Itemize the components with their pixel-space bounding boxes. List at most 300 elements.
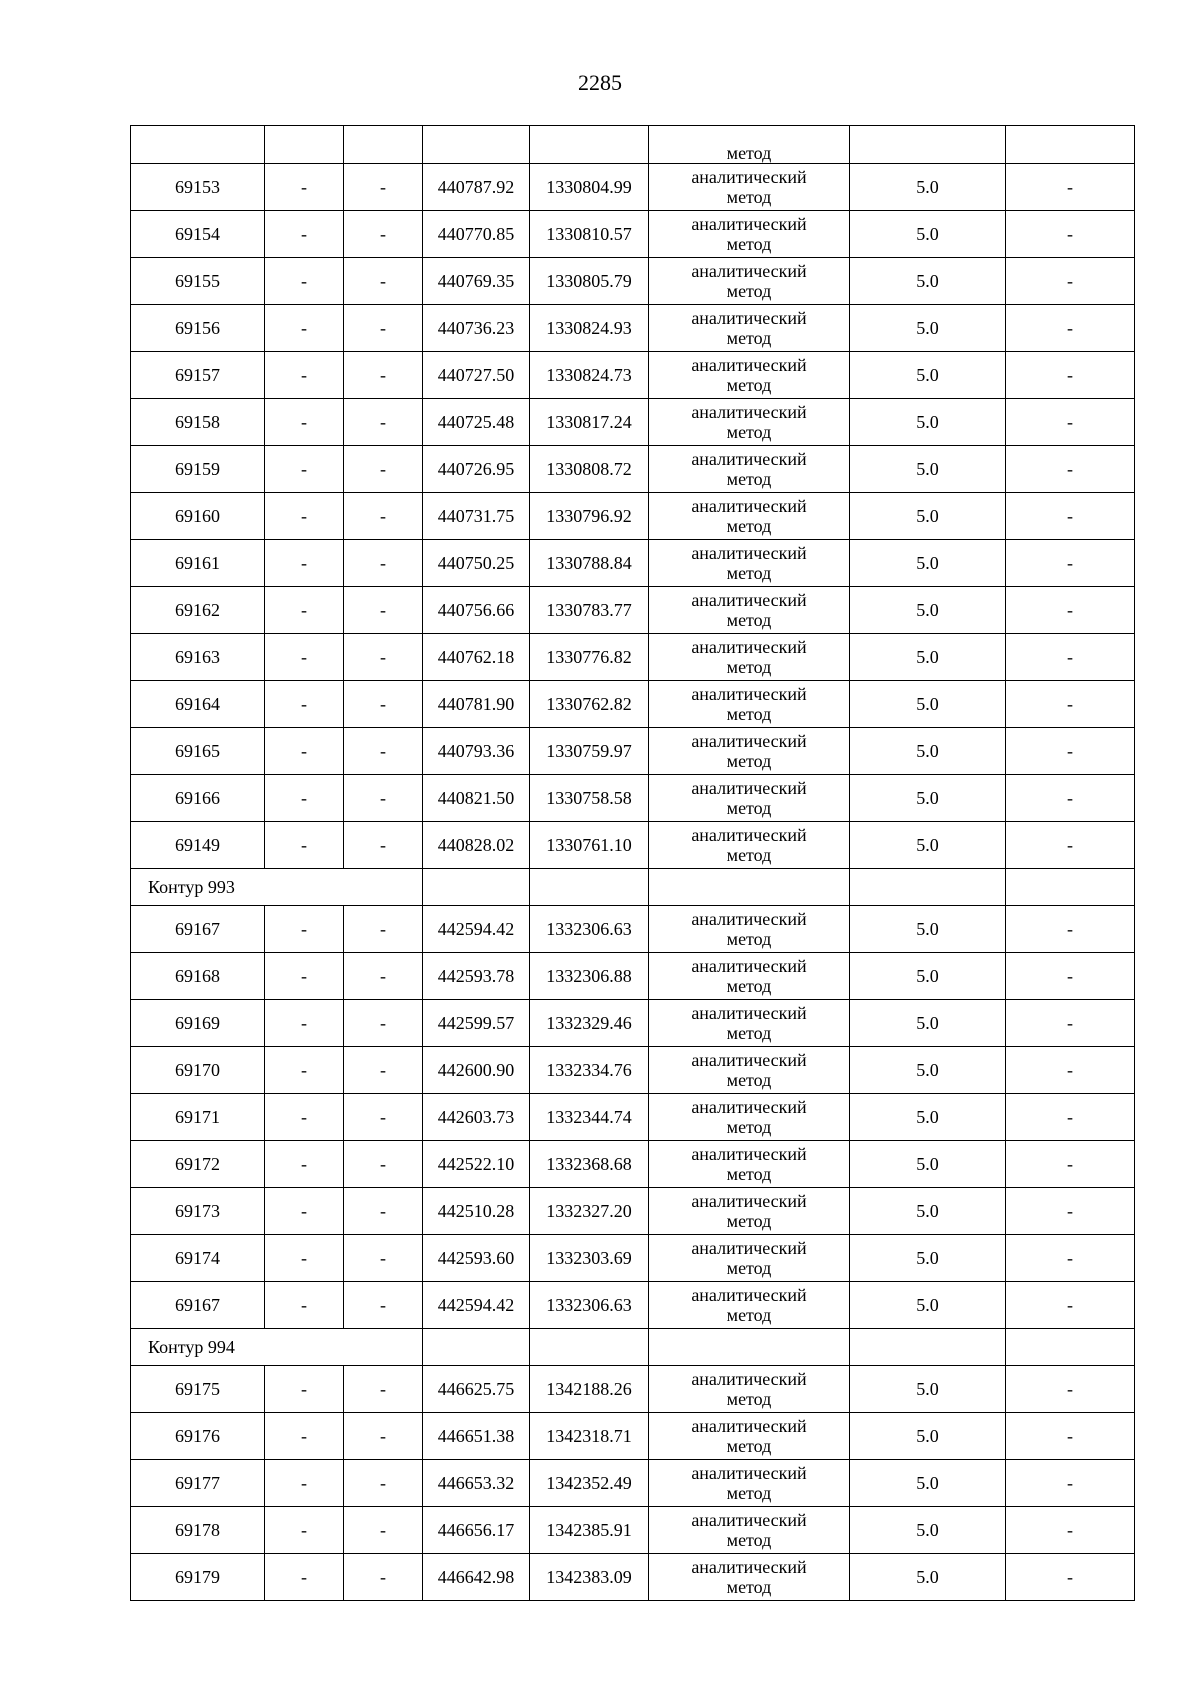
dash-cell: - (344, 399, 423, 446)
accuracy-cell: 5.0 (850, 540, 1006, 587)
method-line-1: аналитический (691, 355, 807, 375)
x-coordinate-cell: 440787.92 (423, 164, 530, 211)
method-line-1: аналитический (691, 1416, 807, 1436)
empty-cell (649, 1329, 850, 1366)
y-coordinate-cell: 1330783.77 (530, 587, 649, 634)
method-cell: метод (649, 126, 850, 164)
method-line-2: метод (726, 798, 772, 818)
dash-cell: - (1006, 164, 1135, 211)
table-row (131, 540, 1135, 587)
method-line-2: метод (726, 929, 772, 949)
method-line-2: метод (726, 1070, 772, 1090)
dash-cell: - (1006, 1047, 1135, 1094)
dash-cell: - (1006, 1413, 1135, 1460)
empty-cell (1006, 869, 1135, 906)
method-line-2: метод (726, 1211, 772, 1231)
method-cell (649, 1188, 850, 1235)
dash-cell: - (1006, 258, 1135, 305)
y-coordinate-cell: 1342188.26 (530, 1366, 649, 1413)
empty-cell (530, 126, 649, 164)
x-coordinate-cell: 440781.90 (423, 681, 530, 728)
dash-cell: - (344, 1000, 423, 1047)
method-cell (649, 1554, 850, 1601)
dash-cell: - (265, 634, 344, 681)
accuracy-cell: 5.0 (850, 1554, 1006, 1601)
dash-cell: - (265, 1460, 344, 1507)
x-coordinate-cell: 440725.48 (423, 399, 530, 446)
method-line-1: аналитический (691, 1097, 807, 1117)
table-row (131, 399, 1135, 446)
y-coordinate-cell: 1332334.76 (530, 1047, 649, 1094)
method-line-1: аналитический (691, 1003, 807, 1023)
dash-cell: - (344, 305, 423, 352)
dash-cell: - (265, 1094, 344, 1141)
dash-cell: - (1006, 634, 1135, 681)
dash-cell: - (1006, 1094, 1135, 1141)
accuracy-cell: 5.0 (850, 1282, 1006, 1329)
table-row (131, 1235, 1135, 1282)
x-coordinate-cell: 442594.42 (423, 1282, 530, 1329)
method-line-1: аналитический (691, 1191, 807, 1211)
x-coordinate-cell: 442594.42 (423, 906, 530, 953)
method-line-2: метод (726, 187, 772, 207)
dash-cell: - (265, 1282, 344, 1329)
dash-cell: - (1006, 728, 1135, 775)
table-row (131, 1282, 1135, 1329)
point-id-cell: 69165 (131, 728, 265, 775)
method-line-2: метод (726, 751, 772, 771)
dash-cell: - (265, 211, 344, 258)
dash-cell: - (344, 681, 423, 728)
dash-cell: - (265, 775, 344, 822)
point-id-cell: 69171 (131, 1094, 265, 1141)
x-coordinate-cell: 440736.23 (423, 305, 530, 352)
method-line-1: аналитический (691, 496, 807, 516)
x-coordinate-cell: 442510.28 (423, 1188, 530, 1235)
dash-cell: - (1006, 953, 1135, 1000)
x-coordinate-cell: 440756.66 (423, 587, 530, 634)
method-line-2: метод (726, 281, 772, 301)
x-coordinate-cell: 446656.17 (423, 1507, 530, 1554)
point-id-cell: 69162 (131, 587, 265, 634)
point-id-cell: 69161 (131, 540, 265, 587)
dash-cell: - (344, 540, 423, 587)
accuracy-cell: 5.0 (850, 587, 1006, 634)
dash-cell: - (265, 540, 344, 587)
dash-cell: - (1006, 587, 1135, 634)
dash-cell: - (265, 1188, 344, 1235)
accuracy-cell: 5.0 (850, 164, 1006, 211)
point-id-cell: 69153 (131, 164, 265, 211)
method-cell (649, 1282, 850, 1329)
dash-cell: - (344, 634, 423, 681)
method-line-1: аналитический (691, 449, 807, 469)
dash-cell: - (1006, 305, 1135, 352)
y-coordinate-cell: 1330810.57 (530, 211, 649, 258)
dash-cell: - (265, 164, 344, 211)
dash-cell: - (265, 493, 344, 540)
y-coordinate-cell: 1330804.99 (530, 164, 649, 211)
x-coordinate-cell: 446653.32 (423, 1460, 530, 1507)
accuracy-cell: 5.0 (850, 258, 1006, 305)
point-id-cell: 69176 (131, 1413, 265, 1460)
point-id-cell: 69157 (131, 352, 265, 399)
method-line-1: аналитический (691, 637, 807, 657)
method-cell (649, 634, 850, 681)
method-cell (649, 540, 850, 587)
method-line-1: аналитический (691, 825, 807, 845)
method-line-1: аналитический (691, 402, 807, 422)
table-row (131, 258, 1135, 305)
method-line-2: метод (726, 976, 772, 996)
x-coordinate-cell: 442593.60 (423, 1235, 530, 1282)
method-line-1: аналитический (691, 167, 807, 187)
dash-cell: - (344, 587, 423, 634)
table-row (131, 1000, 1135, 1047)
x-coordinate-cell: 442603.73 (423, 1094, 530, 1141)
dash-cell: - (1006, 399, 1135, 446)
y-coordinate-cell: 1330759.97 (530, 728, 649, 775)
dash-cell: - (265, 352, 344, 399)
dash-cell: - (344, 1282, 423, 1329)
dash-cell: - (265, 1554, 344, 1601)
method-cell (649, 493, 850, 540)
method-line-1: аналитический (691, 590, 807, 610)
dash-cell: - (1006, 1282, 1135, 1329)
method-line-1: аналитический (691, 1369, 807, 1389)
method-line-1: аналитический (691, 1557, 807, 1577)
method-line-2: метод (726, 422, 772, 442)
table-row (131, 1554, 1135, 1601)
y-coordinate-cell: 1330776.82 (530, 634, 649, 681)
point-id-cell: 69172 (131, 1141, 265, 1188)
x-coordinate-cell: 442600.90 (423, 1047, 530, 1094)
dash-cell: - (344, 1235, 423, 1282)
method-line-2: метод (726, 375, 772, 395)
point-id-cell: 69175 (131, 1366, 265, 1413)
method-line-1: аналитический (691, 261, 807, 281)
dash-cell: - (1006, 1366, 1135, 1413)
empty-cell (850, 869, 1006, 906)
accuracy-cell: 5.0 (850, 681, 1006, 728)
empty-cell (850, 126, 1006, 164)
method-line-2: метод (726, 845, 772, 865)
accuracy-cell: 5.0 (850, 1141, 1006, 1188)
empty-cell (131, 126, 265, 164)
method-cell (649, 953, 850, 1000)
method-cell (649, 258, 850, 305)
dash-cell: - (1006, 493, 1135, 540)
dash-cell: - (265, 822, 344, 869)
dash-cell: - (265, 953, 344, 1000)
point-id-cell: 69159 (131, 446, 265, 493)
method-cell (649, 1141, 850, 1188)
table-row (131, 822, 1135, 869)
accuracy-cell: 5.0 (850, 1000, 1006, 1047)
method-line-1: аналитический (691, 1050, 807, 1070)
method-cell (649, 681, 850, 728)
empty-cell (265, 126, 344, 164)
empty-cell (1006, 126, 1135, 164)
x-coordinate-cell: 440726.95 (423, 446, 530, 493)
accuracy-cell: 5.0 (850, 822, 1006, 869)
accuracy-cell: 5.0 (850, 211, 1006, 258)
table-row (131, 164, 1135, 211)
method-cell (649, 1094, 850, 1141)
y-coordinate-cell: 1332306.63 (530, 1282, 649, 1329)
point-id-cell: 69154 (131, 211, 265, 258)
y-coordinate-cell: 1330762.82 (530, 681, 649, 728)
dash-cell: - (265, 1413, 344, 1460)
y-coordinate-cell: 1332329.46 (530, 1000, 649, 1047)
accuracy-cell: 5.0 (850, 1413, 1006, 1460)
table-row (131, 1188, 1135, 1235)
table-row (131, 352, 1135, 399)
method-cell (649, 775, 850, 822)
empty-cell (423, 1329, 530, 1366)
table-row (131, 305, 1135, 352)
x-coordinate-cell: 440770.85 (423, 211, 530, 258)
accuracy-cell: 5.0 (850, 1047, 1006, 1094)
dash-cell: - (265, 728, 344, 775)
y-coordinate-cell: 1330761.10 (530, 822, 649, 869)
point-id-cell: 69149 (131, 822, 265, 869)
dash-cell: - (265, 1047, 344, 1094)
dash-cell: - (344, 728, 423, 775)
empty-cell (850, 1329, 1006, 1366)
dash-cell: - (1006, 1554, 1135, 1601)
contour-label: Контур 993 (131, 869, 423, 906)
y-coordinate-cell: 1342385.91 (530, 1507, 649, 1554)
method-line-1: аналитический (691, 1463, 807, 1483)
method-line-1: аналитический (691, 731, 807, 751)
y-coordinate-cell: 1330817.24 (530, 399, 649, 446)
method-line-2: метод (726, 657, 772, 677)
accuracy-cell: 5.0 (850, 1460, 1006, 1507)
method-line-2: метод (726, 469, 772, 489)
accuracy-cell: 5.0 (850, 446, 1006, 493)
table-row (131, 906, 1135, 953)
dash-cell: - (265, 1141, 344, 1188)
dash-cell: - (344, 493, 423, 540)
x-coordinate-cell: 446625.75 (423, 1366, 530, 1413)
method-cell (649, 305, 850, 352)
x-coordinate-cell: 440750.25 (423, 540, 530, 587)
method-line-1: аналитический (691, 1144, 807, 1164)
dash-cell: - (344, 1366, 423, 1413)
accuracy-cell: 5.0 (850, 1094, 1006, 1141)
method-line-2: метод (726, 563, 772, 583)
contour-row (131, 869, 1135, 906)
accuracy-cell: 5.0 (850, 1235, 1006, 1282)
dash-cell: - (265, 305, 344, 352)
method-cell (649, 1460, 850, 1507)
accuracy-cell: 5.0 (850, 1188, 1006, 1235)
method-cell (649, 1235, 850, 1282)
table-row (131, 446, 1135, 493)
accuracy-cell: 5.0 (850, 906, 1006, 953)
dash-cell: - (344, 953, 423, 1000)
dash-cell: - (344, 164, 423, 211)
method-line-2: метод (726, 610, 772, 630)
method-cell (649, 1413, 850, 1460)
dash-cell: - (344, 906, 423, 953)
dash-cell: - (265, 1366, 344, 1413)
method-cell (649, 587, 850, 634)
point-id-cell: 69166 (131, 775, 265, 822)
method-cell (649, 728, 850, 775)
y-coordinate-cell: 1330824.73 (530, 352, 649, 399)
x-coordinate-cell: 442599.57 (423, 1000, 530, 1047)
x-coordinate-cell: 442593.78 (423, 953, 530, 1000)
point-id-cell: 69156 (131, 305, 265, 352)
point-id-cell: 69173 (131, 1188, 265, 1235)
y-coordinate-cell: 1342318.71 (530, 1413, 649, 1460)
method-cell (649, 1507, 850, 1554)
dash-cell: - (265, 258, 344, 305)
y-coordinate-cell: 1330758.58 (530, 775, 649, 822)
method-line-1: аналитический (691, 1238, 807, 1258)
y-coordinate-cell: 1332368.68 (530, 1141, 649, 1188)
x-coordinate-cell: 440821.50 (423, 775, 530, 822)
dash-cell: - (344, 775, 423, 822)
method-line-2: метод (726, 1258, 772, 1278)
point-id-cell: 69178 (131, 1507, 265, 1554)
point-id-cell: 69158 (131, 399, 265, 446)
x-coordinate-cell: 440769.35 (423, 258, 530, 305)
table-row (131, 728, 1135, 775)
dash-cell: - (344, 1141, 423, 1188)
table-row (131, 953, 1135, 1000)
method-line-2: метод (726, 516, 772, 536)
dash-cell: - (344, 1460, 423, 1507)
method-cell (649, 446, 850, 493)
y-coordinate-cell: 1332306.63 (530, 906, 649, 953)
table-row (131, 1141, 1135, 1188)
dash-cell: - (1006, 1460, 1135, 1507)
method-line-2: метод (726, 704, 772, 724)
method-cell (649, 1000, 850, 1047)
y-coordinate-cell: 1330805.79 (530, 258, 649, 305)
page-number: 2285 (578, 70, 622, 95)
method-line-1: аналитический (691, 684, 807, 704)
method-line-2: метод (726, 1577, 772, 1597)
dash-cell: - (1006, 211, 1135, 258)
method-line-1: аналитический (691, 956, 807, 976)
dash-cell: - (265, 1000, 344, 1047)
point-id-cell: 69167 (131, 1282, 265, 1329)
dash-cell: - (1006, 446, 1135, 493)
y-coordinate-cell: 1332344.74 (530, 1094, 649, 1141)
point-id-cell: 69170 (131, 1047, 265, 1094)
point-id-cell: 69169 (131, 1000, 265, 1047)
dash-cell: - (1006, 1188, 1135, 1235)
y-coordinate-cell: 1330788.84 (530, 540, 649, 587)
table-row (131, 587, 1135, 634)
empty-cell (344, 126, 423, 164)
point-id-cell: 69177 (131, 1460, 265, 1507)
x-coordinate-cell: 440762.18 (423, 634, 530, 681)
table-row (131, 634, 1135, 681)
y-coordinate-cell: 1330824.93 (530, 305, 649, 352)
empty-cell (530, 869, 649, 906)
point-id-cell: 69160 (131, 493, 265, 540)
dash-cell: - (1006, 1000, 1135, 1047)
y-coordinate-cell: 1342383.09 (530, 1554, 649, 1601)
coordinates-table (130, 125, 1135, 1601)
method-line-1: аналитический (691, 543, 807, 563)
method-line-2: метод (726, 1023, 772, 1043)
contour-row (131, 1329, 1135, 1366)
dash-cell: - (344, 1554, 423, 1601)
dash-cell: - (1006, 540, 1135, 587)
y-coordinate-cell: 1330808.72 (530, 446, 649, 493)
method-line-2: метод (726, 328, 772, 348)
dash-cell: - (265, 1235, 344, 1282)
x-coordinate-cell: 440828.02 (423, 822, 530, 869)
dash-cell: - (265, 906, 344, 953)
x-coordinate-cell: 446651.38 (423, 1413, 530, 1460)
method-line-2: метод (726, 1164, 772, 1184)
dash-cell: - (344, 211, 423, 258)
method-line-2: метод (726, 234, 772, 254)
dash-cell: - (1006, 906, 1135, 953)
method-cell (649, 164, 850, 211)
table-row (131, 1094, 1135, 1141)
point-id-cell: 69168 (131, 953, 265, 1000)
dash-cell: - (1006, 1141, 1135, 1188)
y-coordinate-cell: 1342352.49 (530, 1460, 649, 1507)
method-cell (649, 211, 850, 258)
method-line-2: метод (726, 1389, 772, 1409)
accuracy-cell: 5.0 (850, 728, 1006, 775)
table-row (131, 681, 1135, 728)
dash-cell: - (344, 1094, 423, 1141)
empty-cell (530, 1329, 649, 1366)
accuracy-cell: 5.0 (850, 634, 1006, 681)
accuracy-cell: 5.0 (850, 1366, 1006, 1413)
table-body (131, 126, 1135, 1601)
dash-cell: - (1006, 1235, 1135, 1282)
continuation-row (131, 126, 1135, 164)
point-id-cell: 69174 (131, 1235, 265, 1282)
empty-cell (649, 869, 850, 906)
y-coordinate-cell: 1332303.69 (530, 1235, 649, 1282)
point-id-cell: 69179 (131, 1554, 265, 1601)
method-cell (649, 352, 850, 399)
dash-cell: - (344, 822, 423, 869)
table-row (131, 1413, 1135, 1460)
table-row (131, 211, 1135, 258)
empty-cell (423, 126, 530, 164)
accuracy-cell: 5.0 (850, 953, 1006, 1000)
accuracy-cell: 5.0 (850, 399, 1006, 446)
method-line-1: аналитический (691, 778, 807, 798)
x-coordinate-cell: 440793.36 (423, 728, 530, 775)
method-cell (649, 1366, 850, 1413)
accuracy-cell: 5.0 (850, 1507, 1006, 1554)
point-id-cell: 69155 (131, 258, 265, 305)
method-line-2: метод (726, 1117, 772, 1137)
method-line-2: метод (726, 1483, 772, 1503)
dash-cell: - (1006, 681, 1135, 728)
method-line-2: метод (726, 1305, 772, 1325)
accuracy-cell: 5.0 (850, 775, 1006, 822)
method-line-1: аналитический (691, 214, 807, 234)
dash-cell: - (265, 681, 344, 728)
dash-cell: - (265, 1507, 344, 1554)
y-coordinate-cell: 1332306.88 (530, 953, 649, 1000)
